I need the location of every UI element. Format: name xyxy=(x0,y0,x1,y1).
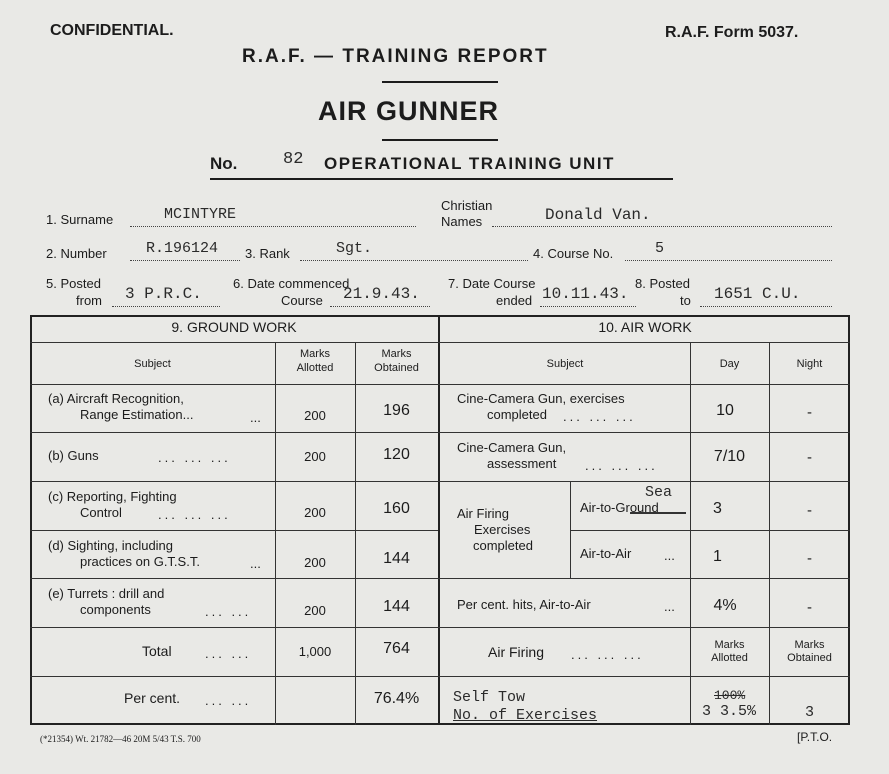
strike-mark xyxy=(630,500,686,514)
posted-from-value: 3 P.R.C. xyxy=(125,285,202,303)
date-ended-value: 10.11.43. xyxy=(542,285,629,303)
aw-col-night: Night xyxy=(796,358,823,370)
gw-row-b-line1: (b) Guns xyxy=(48,448,99,463)
gw-row-d-allotted: 200 xyxy=(304,555,326,570)
aw-air-to-air-label: Air-to-Air xyxy=(580,546,632,561)
aw-cine-assessment-day: 7/10 xyxy=(713,448,746,465)
date-ended-label-1: 7. Date Course xyxy=(448,276,536,291)
aw-cine-exercises-line2: completed xyxy=(487,407,547,422)
aw-firing-line3: completed xyxy=(473,538,533,553)
aw-air-to-ground-day: 3 xyxy=(713,500,722,517)
surname-label: 1. Surname xyxy=(46,212,114,227)
gw-row-d-obtained: 144 xyxy=(383,550,410,567)
aw-self-tow-obtained: 3 xyxy=(804,704,814,721)
gw-row-b-obtained: 120 xyxy=(383,446,410,463)
christian-names-label-2: Names xyxy=(441,214,483,229)
gw-row-e-allotted: 200 xyxy=(304,603,326,618)
ground-work-title: 9. GROUND WORK xyxy=(171,319,297,335)
aw-marks-allotted-2: Allotted xyxy=(711,652,748,664)
aw-marks-obtained-2: Obtained xyxy=(787,652,832,664)
number-label: 2. Number xyxy=(46,246,107,261)
aw-firing-line2: Exercises xyxy=(474,522,531,537)
confidential-marking: CONFIDENTIAL. xyxy=(50,22,174,39)
date-commenced-value: 21.9.43. xyxy=(343,285,420,303)
aw-cine-exercises-day: 10 xyxy=(716,402,734,419)
aw-air-to-air-night: - xyxy=(807,550,812,567)
aw-hits-label: Per cent. hits, Air-to-Air xyxy=(457,597,591,612)
aw-air-to-ground-label: Air-to-Ground xyxy=(580,500,659,515)
date-ended-label-2: ended xyxy=(496,293,533,308)
gw-total-allotted: 1,000 xyxy=(298,644,332,659)
aw-air-to-air-day: 1 xyxy=(713,548,722,565)
gw-percent-label: Per cent. xyxy=(124,690,181,706)
gw-col-subject: Subject xyxy=(134,358,171,370)
gw-row-c-line2: Control xyxy=(80,505,122,520)
aw-cine-exercises-line1: Cine-Camera Gun, exercises xyxy=(457,391,625,406)
page-title: AIR GUNNER xyxy=(318,96,500,126)
course-no-value: 5 xyxy=(655,240,665,257)
aw-hits-night: - xyxy=(807,599,812,616)
aw-cine-assessment-night: - xyxy=(807,449,812,466)
aw-col-day: Day xyxy=(719,358,740,370)
title-rule-top xyxy=(382,81,498,83)
aw-air-to-ground-night: - xyxy=(807,502,812,519)
gw-row-b-allotted: 200 xyxy=(304,449,326,464)
aw-self-tow-struck: 100% xyxy=(714,688,746,703)
aw-cine-assessment-line2: assessment xyxy=(487,456,557,471)
unit-number: 82 xyxy=(283,150,304,169)
print-code: (*21354) Wt. 21782—46 20M 5/43 T.S. 700 xyxy=(40,734,201,744)
posted-to-label-2: to xyxy=(680,293,691,308)
aw-hits-day: 4% xyxy=(713,597,737,614)
gw-row-d-line2: practices on G.T.S.T. xyxy=(80,554,200,569)
gw-row-c-line1: (c) Reporting, Fighting xyxy=(48,489,177,504)
gw-row-a-line2: Range Estimation... xyxy=(80,407,194,422)
gw-row-e-line2: components xyxy=(80,602,151,617)
posted-to-label-1: 8. Posted xyxy=(635,276,690,291)
air-work-title: 10. AIR WORK xyxy=(598,319,692,335)
aw-firing-line1: Air Firing xyxy=(457,506,510,521)
unit-line xyxy=(210,150,673,180)
christian-names-value: Donald Van. xyxy=(545,206,651,224)
aw-col-subject: Subject xyxy=(546,358,584,370)
gw-total-obtained: 764 xyxy=(383,640,410,657)
aw-self-tow-line2: No. of Exercises xyxy=(453,707,598,724)
title-rule-bottom xyxy=(382,139,498,141)
report-title: R.A.F. — TRAINING REPORT xyxy=(242,46,549,67)
gw-total-label: Total xyxy=(142,643,172,659)
rank-value: Sgt. xyxy=(336,240,373,257)
number-value: R.196124 xyxy=(146,240,219,257)
aw-air-firing-label: Air Firing xyxy=(488,644,545,660)
gw-row-c-allotted: 200 xyxy=(304,505,326,520)
rank-label: 3. Rank xyxy=(245,246,290,261)
gw-percent-value: 76.4% xyxy=(373,690,420,707)
gw-col-allotted-2: Allotted xyxy=(296,362,334,374)
form-number: R.A.F. Form 5037. xyxy=(665,24,799,41)
gw-row-a-obtained: 196 xyxy=(383,402,410,419)
gw-row-a-line1: (a) Aircraft Recognition, xyxy=(48,391,184,406)
gw-row-d-line1: (d) Sighting, including xyxy=(48,538,174,553)
christian-names-label-1: Christian xyxy=(441,198,493,213)
aw-air-to-ground-correction: Sea xyxy=(645,484,673,501)
surname-value: MCINTYRE xyxy=(164,206,237,223)
unit-name: OPERATIONAL TRAINING UNIT xyxy=(324,154,615,173)
date-commenced-label-1: 6. Date commenced xyxy=(233,276,350,291)
gw-col-obtained-1: Marks xyxy=(381,348,412,360)
aw-self-tow-value: 3 3.5% xyxy=(702,703,757,720)
aw-self-tow-line1: Self Tow xyxy=(453,689,526,706)
aw-marks-obtained-1: Marks xyxy=(794,639,825,651)
gw-row-e-line1: (e) Turrets : drill and xyxy=(48,586,165,601)
course-no-label: 4. Course No. xyxy=(533,246,614,261)
gw-col-obtained-2: Obtained xyxy=(374,362,419,374)
gw-col-allotted-1: Marks xyxy=(300,348,330,360)
date-commenced-label-2: Course xyxy=(281,293,323,308)
aw-marks-allotted-1: Marks xyxy=(714,639,745,651)
unit-prefix: No. xyxy=(210,154,238,173)
aw-cine-exercises-night: - xyxy=(807,404,812,421)
gw-row-a-allotted: 200 xyxy=(304,408,326,423)
posted-from-label-1: 5. Posted xyxy=(46,276,101,291)
gw-row-c-obtained: 160 xyxy=(383,500,410,517)
posted-from-label-2: from xyxy=(76,293,102,308)
aw-cine-assessment-line1: Cine-Camera Gun, xyxy=(457,440,567,455)
gw-row-e-obtained: 144 xyxy=(383,598,410,615)
posted-to-value: 1651 C.U. xyxy=(714,285,801,303)
pto-note: [P.T.O. xyxy=(797,730,833,744)
